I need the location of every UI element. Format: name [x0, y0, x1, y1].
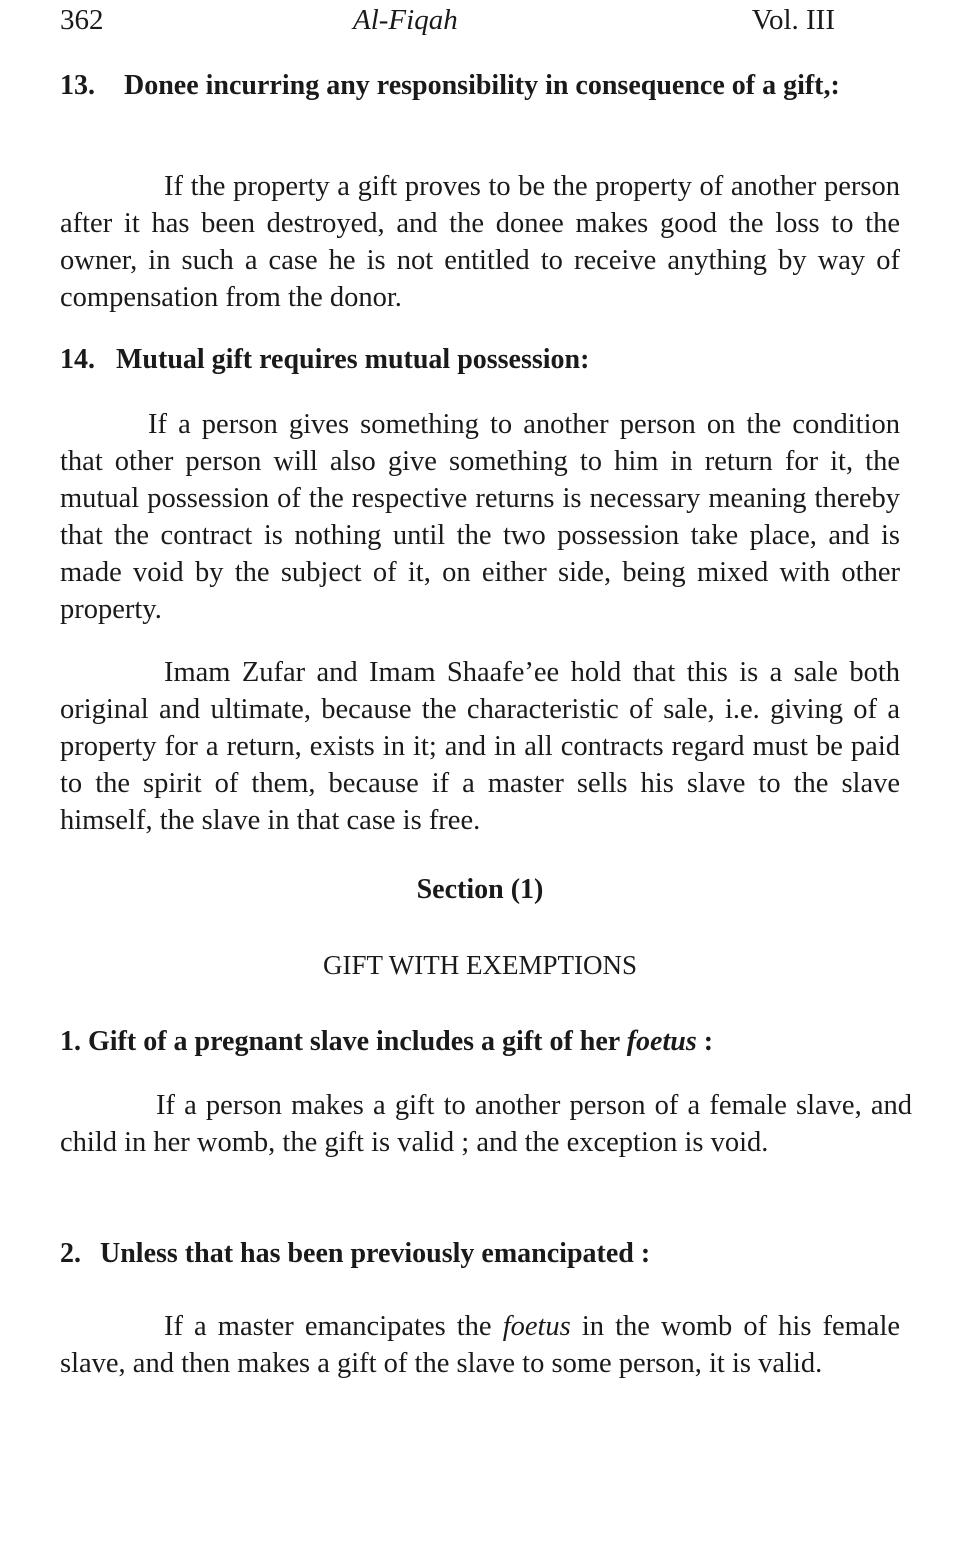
heading-14-number: 14. — [60, 344, 95, 375]
heading-14-text: Mutual gift requires mutual possession: — [116, 344, 590, 375]
paragraph-item-2-after: in the womb of his female slave, and then makes a gift of the slave to some person, it is valid. — [60, 1311, 901, 1379]
heading-13-text: Donee incurring any responsibility in consequence of a gift,: — [124, 70, 840, 101]
section-title: Section (1) — [416, 874, 544, 905]
heading-item-1-italic: foetus — [626, 1026, 697, 1057]
volume-label: Vol. III — [751, 4, 835, 36]
heading-item-1 — [60, 1024, 920, 1060]
heading-item-2-number: 2. — [60, 1238, 81, 1269]
paragraph-item-2 — [60, 1308, 900, 1382]
paragraph-13: If the property a gift proves to be the property of another person after it has been destroyed, and the donee makes good the loss to the owner, in such a case he is not entitled to receive anything by way of compensation from the donor. — [60, 171, 900, 313]
section-subtitle: GIFT WITH EXEMPTIONS — [323, 950, 637, 980]
heading-13-number: 13. — [60, 70, 95, 101]
heading-item-1-after: : — [696, 1026, 714, 1057]
paragraph-14-1: If a person gives something to another person on the condition that other person will also give something to him in return for it, the mutual possession of the respective returns is necessary meaning thereby that the contract is nothing until the two possession take place, and is made void by the subject of it, on either side, being mixed with other property. — [60, 409, 900, 625]
heading-item-2 — [60, 1236, 920, 1272]
running-header — [60, 4, 835, 44]
paragraph-item-1: If a person makes a gift to another person of a female slave, and child in her womb, the gift is valid ; and the exception is void. — [60, 1090, 912, 1158]
paragraph-14-2: Imam Zufar and Imam Shaafe’ee hold that this is a sale both original and ultimate, because the characteristic of sale, i.e. giving of a property for a return, exists in it; and in all contracts regard must be paid to the spirit of them, because if a master sells his slave to the slave himself, the slave in that case is free. — [60, 657, 900, 836]
heading-item-1-text: Gift of a pregnant slave includes a gift of her — [88, 1026, 620, 1057]
heading-item-1-number: 1. — [60, 1026, 81, 1057]
paragraph-item-2-italic: foetus — [502, 1311, 571, 1342]
book-title: Al-Fiqah — [353, 4, 458, 36]
heading-item-2-text: Unless that has been previously emancipated : — [100, 1238, 651, 1269]
heading-14 — [60, 342, 900, 378]
paragraph-item-2-before: If a master emancipates the — [164, 1311, 492, 1342]
page-number: 362 — [60, 4, 104, 36]
heading-13 — [60, 68, 900, 104]
